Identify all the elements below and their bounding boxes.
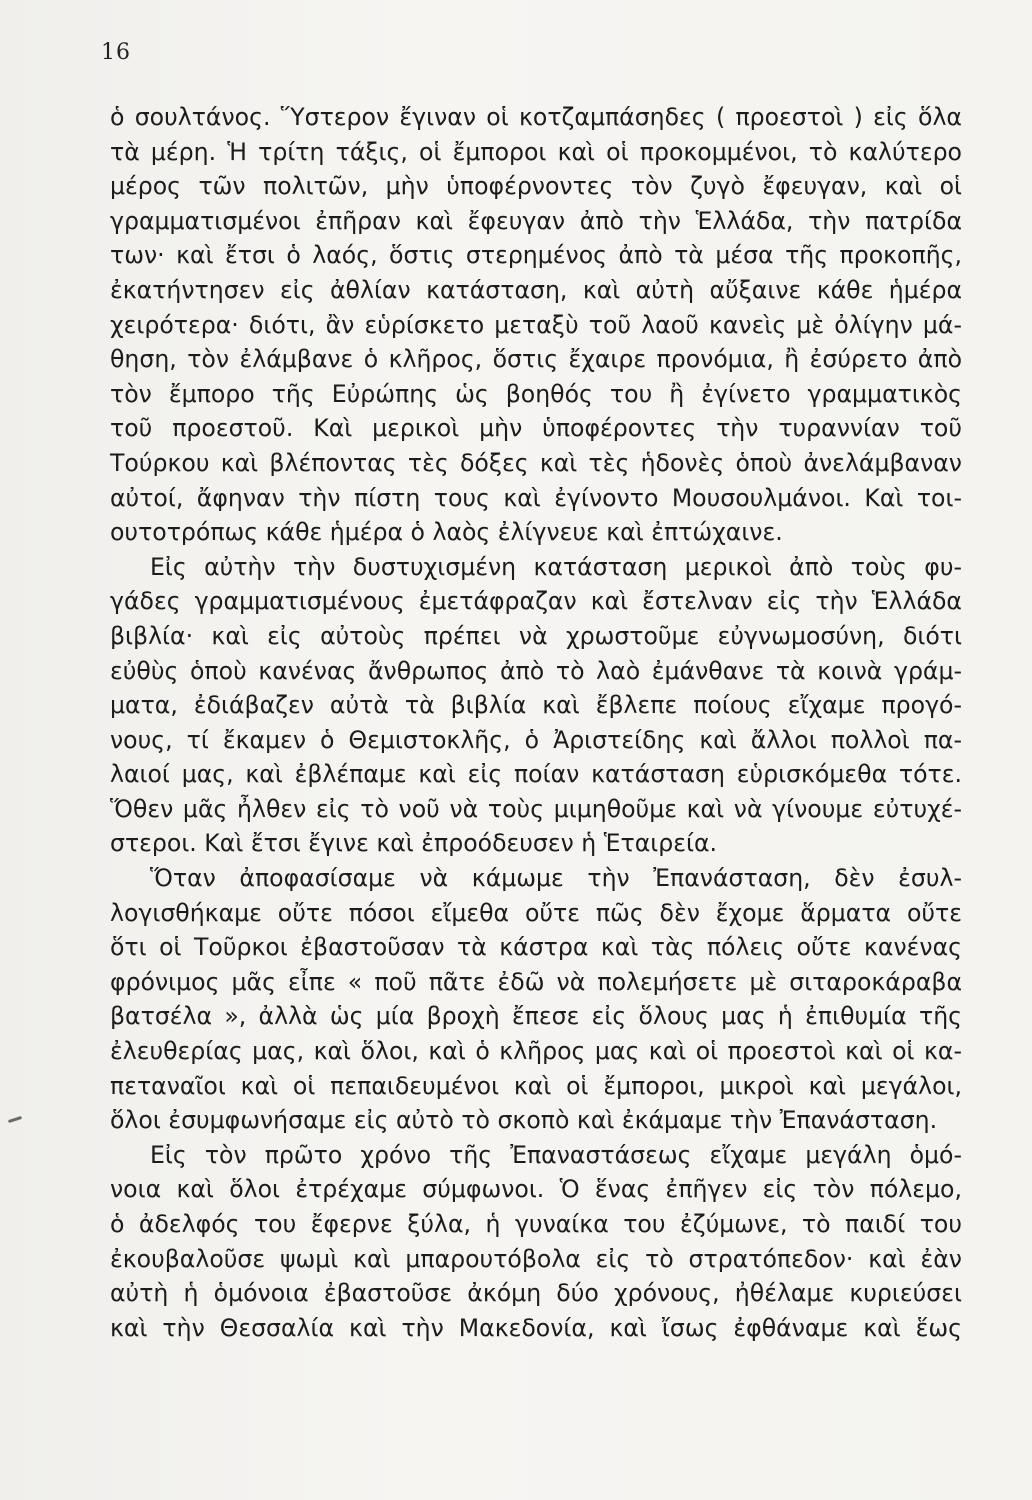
text-line: λαιοί μας, καὶ ἐβλέπαμε καὶ εἰς ποίαν κατάσταση εὑρισκόμεθα τότε. <box>110 760 962 789</box>
text-line: τὰ μέρη. Ἡ τρίτη τάξις, οἱ ἔμποροι καὶ οἱ προκομμένοι, τὸ καλύτερο <box>110 137 962 166</box>
paragraph <box>110 861 962 1138</box>
text-line: ἐλευθερίας μας, καὶ ὅλοι, καὶ ὁ κλῆρος μας καὶ οἱ προεστοὶ καὶ οἱ κα- <box>110 1037 962 1066</box>
text-line: χειρότερα· διότι, ἂν εὑρίσκετο μεταξὺ τοῦ λαοῦ κανεὶς μὲ ὀλίγην μά- <box>110 310 962 339</box>
text-line: βιβλία· καὶ εἰς αὐτοὺς πρέπει νὰ χρωστοῦμε εὐγνωμοσύνη, διότι <box>110 621 962 650</box>
text-line: τὸν ἔμπορο τῆς Εὐρώπης ὡς βοηθός του ἢ ἐγίνετο γραμματικὸς <box>110 379 962 408</box>
text-line: γάδες γραμματισμένους ἐμετάφραζαν καὶ ἔστελναν εἰς τὴν Ἑλλάδα <box>110 587 962 616</box>
text-line: πεταναῖοι καὶ οἱ πεπαιδευμένοι καὶ οἱ ἔμποροι, μικροὶ καὶ μεγάλοι, <box>110 1071 962 1100</box>
text-line: βατσέλα », ἀλλὰ ὡς μία βροχὴ ἔπεσε εἰς ὅλους μας ἡ ἐπιθυμία τῆς <box>110 1002 962 1031</box>
text-line: μέρος τῶν πολιτῶν, μὴν ὑποφέρνοντες τὸν ζυγὸ ἔφευγαν, καὶ οἱ <box>110 172 962 201</box>
text-line: θηση, τὸν ἐλάμβανε ὁ κλῆρος, ὅστις ἔχαιρε προνόμια, ἢ ἐσύρετο ἀπὸ <box>110 345 962 374</box>
body-text <box>110 100 962 1345</box>
text-line: Ὅθεν μᾶς ἦλθεν εἰς τὸ νοῦ νὰ τοὺς μιμηθοῦμε καὶ νὰ γίνουμε εὐτυχέ- <box>110 794 962 823</box>
text-line: στεροι. Καὶ ἔτσι ἔγινε καὶ ἐπροόδευσεν ἡ Ἑταιρεία. <box>110 829 718 858</box>
text-line: ὁ σουλτάνος. Ὕστερον ἔγιναν οἱ κοτζαμπάσηδες ( προεστοὶ ) εἰς ὅλα <box>110 103 962 131</box>
text-line: ὅτι οἱ Τοῦρκοι ἐβαστοῦσαν τὰ κάστρα καὶ τὰς πόλεις οὔτε κανένας <box>110 933 962 962</box>
text-line: ἐκατήντησεν εἰς ἀθλίαν κατάσταση, καὶ αὐτὴ αὔξαινε κάθε ἡμέρα <box>110 275 962 304</box>
text-line: ματα, ἐδιάβαζεν αὐτὰ τὰ βιβλία καὶ ἔβλεπε ποίους εἴχαμε προγό- <box>110 691 962 720</box>
text-line: νοια καὶ ὅλοι ἐτρέχαμε σύμφωνοι. Ὁ ἕνας ἐπῆγεν εἰς τὸν πόλεμο, <box>110 1175 962 1204</box>
text-line: ὅλοι ἐσυμφωνήσαμε εἰς αὐτὸ τὸ σκοπὸ καὶ ἐκάμαμε τὴν Ἐπανάσταση. <box>110 1106 938 1135</box>
text-line: γραμματισμένοι ἐπῆραν καὶ ἔφευγαν ἀπὸ τὴν Ἑλλάδα, τὴν πατρίδα <box>110 206 962 235</box>
text-line: ἐκουβαλοῦσε ψωμὶ καὶ μπαρουτόβολα εἰς τὸ στρατόπεδον· καὶ ἐὰν <box>110 1244 962 1273</box>
text-line: νους, τί ἔκαμεν ὁ Θεμιστοκλῆς, ὁ Ἀριστείδης καὶ ἄλλοι πολλοὶ πα- <box>110 725 962 754</box>
text-line: αὐτὴ ἡ ὁμόνοια ἐβαστοῦσε ἀκόμη δύο χρόνους, ἠθέλαμε κυριεύσει <box>110 1279 962 1308</box>
text-line: των· καὶ ἔτσι ὁ λαός, ὅστις στερημένος ἀπὸ τὰ μέσα τῆς προκοπῆς, <box>110 241 962 270</box>
paragraph <box>110 1138 962 1346</box>
text-line: φρόνιμος μᾶς εἶπε « ποῦ πᾶτε ἐδῶ νὰ πολεμήσετε μὲ σιταροκάραβα <box>110 967 962 996</box>
text-line: Τούρκου καὶ βλέποντας τὲς δόξες καὶ τὲς ἡδονὲς ὁποὺ ἀνελάμβαναν <box>110 448 962 477</box>
text-line: αὐτοί, ἄφηναν τὴν πίστη τους καὶ ἐγίνοντο Μουσουλμάνοι. Καὶ τοι- <box>110 483 962 512</box>
text-line: ουτοτρόπως κάθε ἡμέρα ὁ λαὸς ἐλίγνευε καὶ ἐπτώχαινε. <box>110 518 783 547</box>
text-line: λογισθήκαμε οὔτε πόσοι εἴμεθα οὔτε πῶς δὲν ἔχομε ἅρματα οὔτε <box>110 898 962 927</box>
paragraph <box>110 100 962 550</box>
text-line: εὐθὺς ὁποὺ κανένας ἄνθρωπος ἀπὸ τὸ λαὸ ἐμάνθανε τὰ κοινὰ γράμ- <box>110 656 962 685</box>
text-line: Ὅταν ἀποφασίσαμε νὰ κάμωμε τὴν Ἐπανάσταση, δὲν ἐσυλ- <box>150 864 962 893</box>
text-line: Εἰς τὸν πρῶτο χρόνο τῆς Ἐπαναστάσεως εἴχαμε μεγάλη ὁμό- <box>150 1140 962 1169</box>
margin-mark <box>8 1116 22 1123</box>
text-line: ὁ ἀδελφός του ἔφερνε ξύλα, ἡ γυναίκα του ἐζύμωνε, τὸ παιδί του <box>110 1210 962 1238</box>
text-line: καὶ τὴν Θεσσαλία καὶ τὴν Μακεδονία, καὶ ἴσως ἐφθάναμε καὶ ἕως <box>110 1313 962 1342</box>
page-number: 16 <box>101 40 131 65</box>
text-line: τοῦ προεστοῦ. Καὶ μερικοὶ μὴν ὑποφέροντες τὴν τυραννίαν τοῦ <box>110 414 962 443</box>
paragraph <box>110 550 962 861</box>
text-line: Εἰς αὐτὴν τὴν δυστυχισμένη κατάσταση μερικοὶ ἀπὸ τοὺς φυ- <box>150 552 962 581</box>
